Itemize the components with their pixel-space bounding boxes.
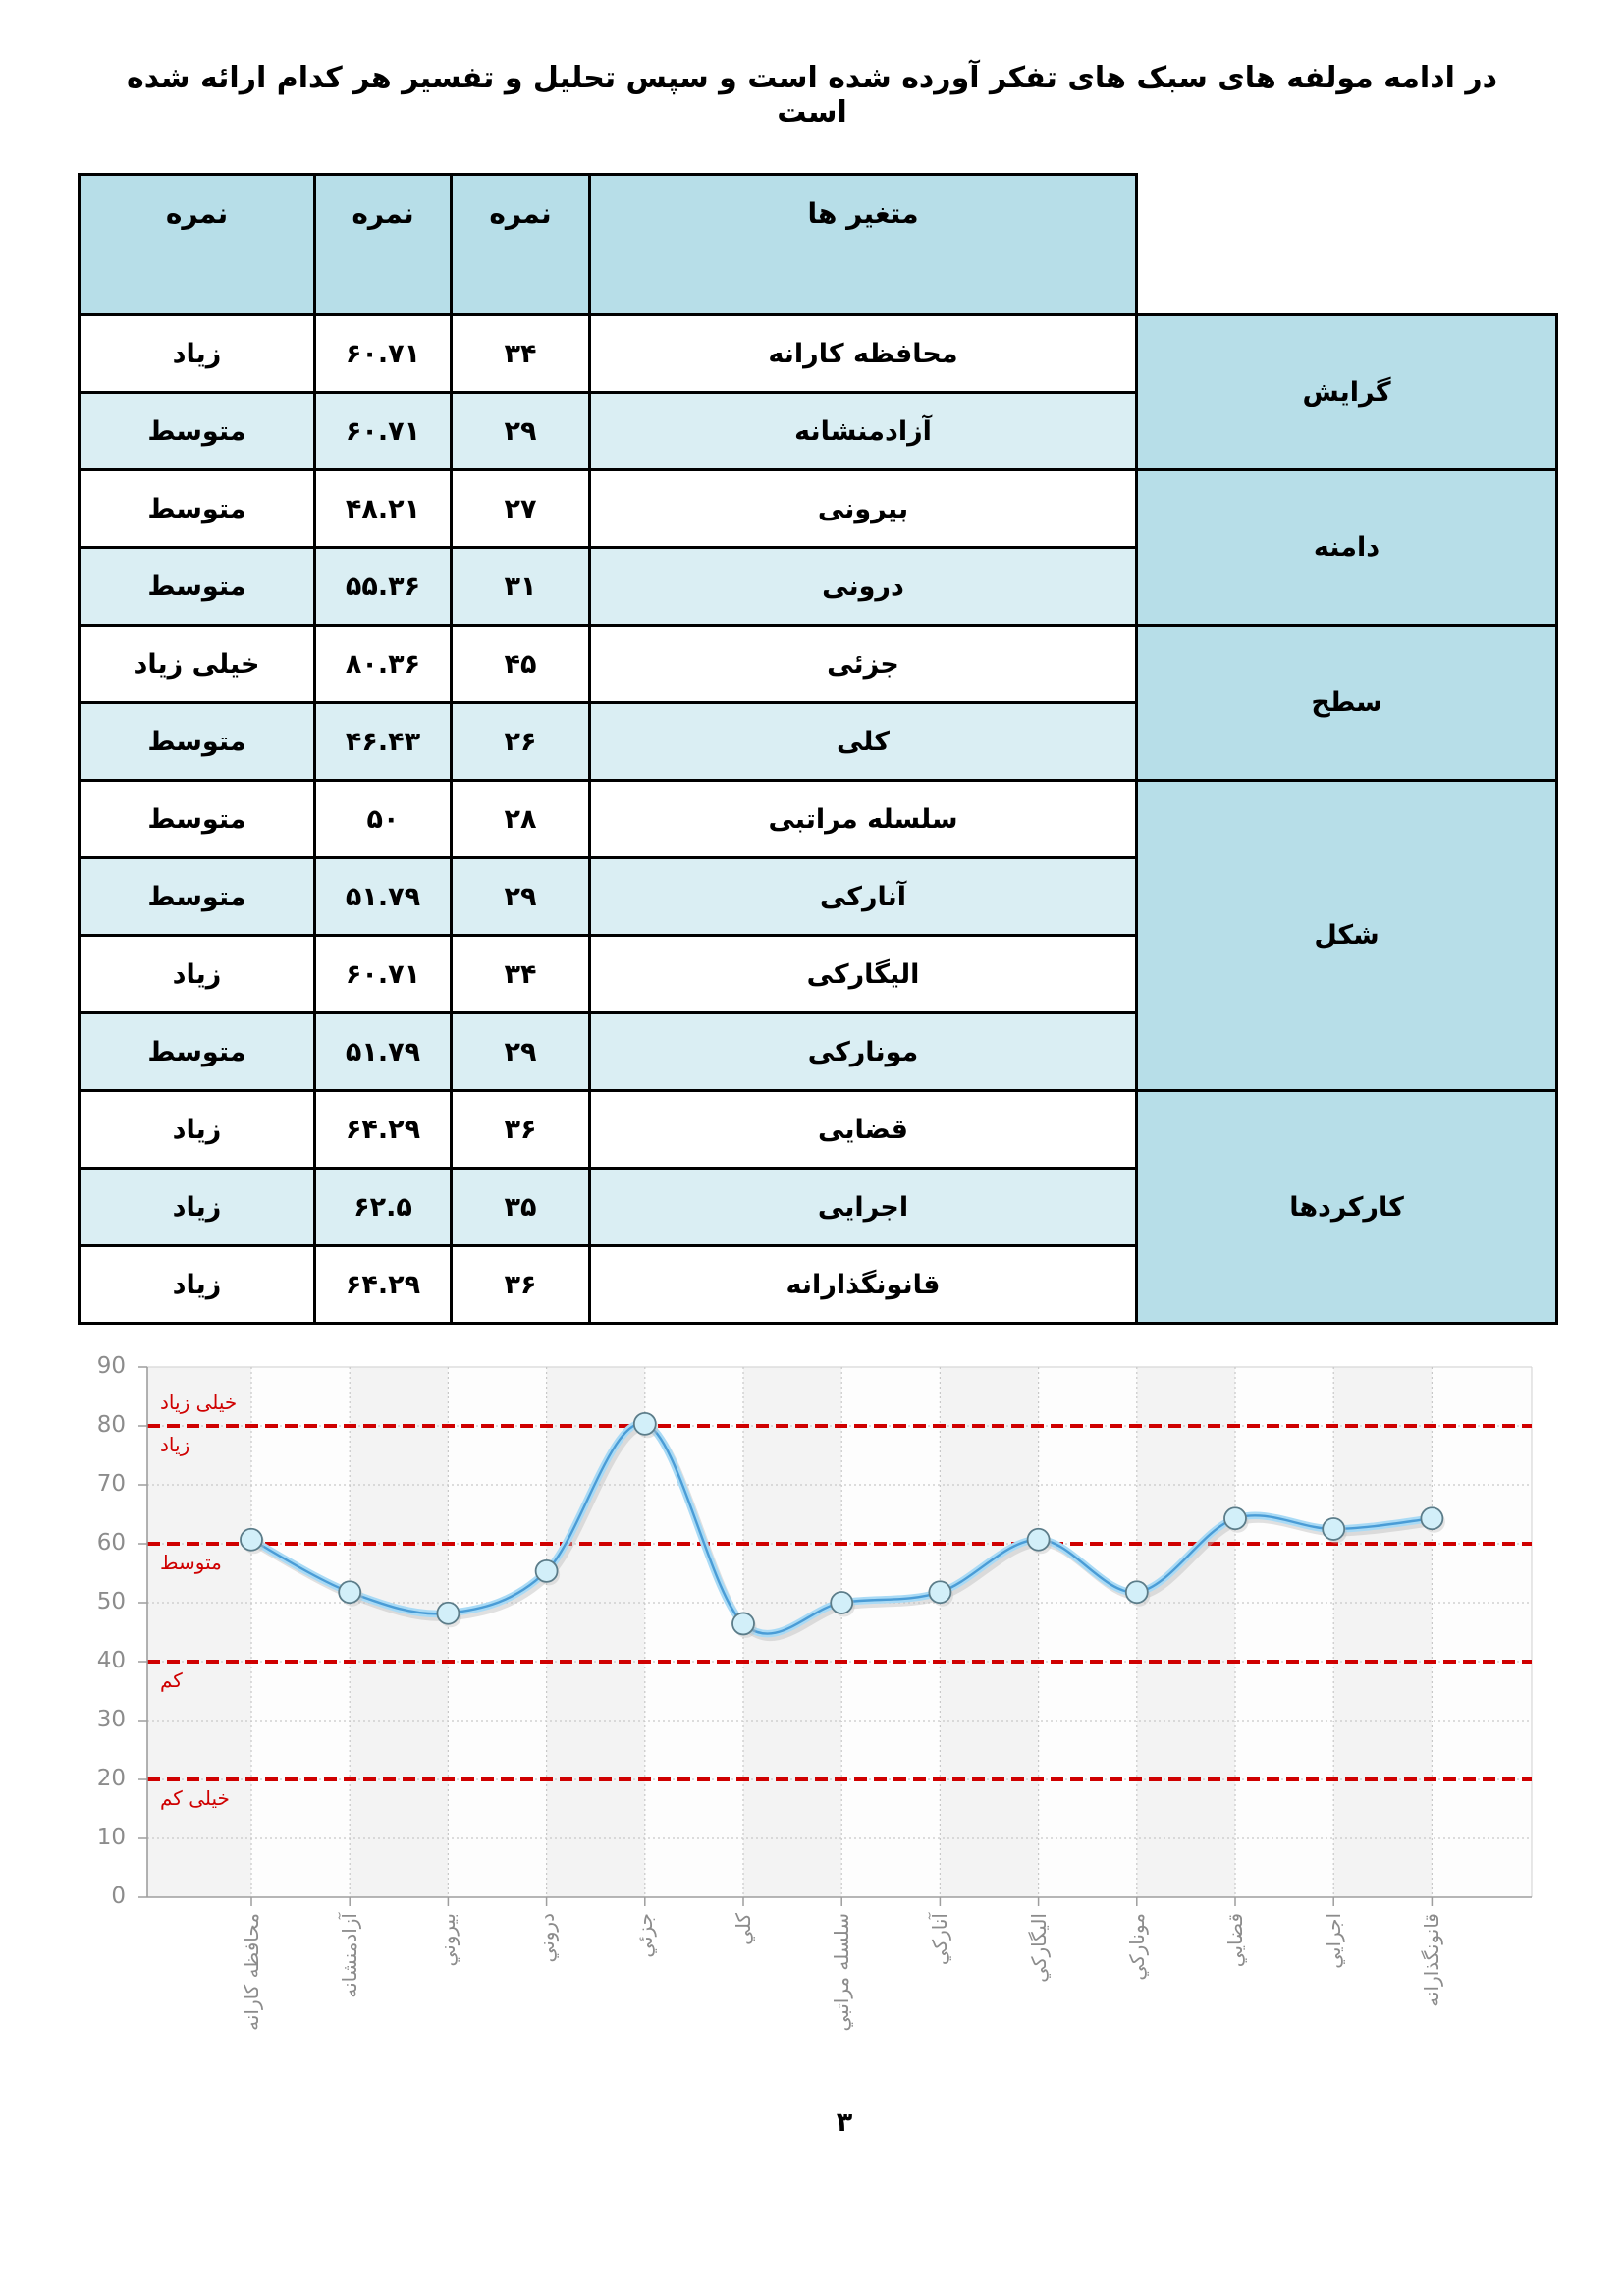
- x-axis-category-label: محافظه كارانه: [240, 1913, 263, 2031]
- score-raw-cell: ۳۴: [452, 315, 590, 393]
- score-raw-cell: ۲۶: [452, 703, 590, 781]
- variable-cell: الیگارکی: [590, 936, 1137, 1013]
- score-raw-cell: ۴۵: [452, 626, 590, 703]
- y-axis-tick-label: 80: [96, 1412, 126, 1438]
- score-percent-cell: ۵۵.۳۶: [315, 548, 452, 626]
- x-axis-category-label: دروني: [534, 1913, 559, 1963]
- table-row: [80, 781, 1557, 858]
- page-number: ۳: [836, 2107, 853, 2138]
- x-axis-category-label: آزادمنشانه: [338, 1913, 362, 1998]
- table-row: [80, 1091, 1557, 1169]
- y-axis-tick-label: 70: [96, 1471, 126, 1497]
- reference-level-label: خیلی زیاد: [160, 1391, 238, 1414]
- x-axis-category-label: بيروني: [436, 1913, 460, 1967]
- score-level-cell: خیلی زیاد: [80, 626, 315, 703]
- score-raw-cell: ۲۸: [452, 781, 590, 858]
- table-header-row: [80, 175, 1557, 315]
- table-body: [80, 315, 1557, 1324]
- variable-cell: مونارکی: [590, 1013, 1137, 1091]
- header-score-level: نمره: [80, 175, 315, 315]
- score-level-cell: متوسط: [80, 781, 315, 858]
- score-raw-cell: ۲۹: [452, 858, 590, 936]
- category-cell: سطح: [1137, 626, 1557, 781]
- y-axis-tick-label: 30: [96, 1707, 126, 1732]
- score-level-cell: زیاد: [80, 1246, 315, 1324]
- score-percent-cell: ۶۰.۷۱: [315, 315, 452, 393]
- x-axis-category-label: قضايي: [1223, 1913, 1247, 1968]
- score-raw-cell: ۳۶: [452, 1246, 590, 1324]
- score-raw-cell: ۳۱: [452, 548, 590, 626]
- x-axis-category-label: سلسله مراتبي: [830, 1913, 854, 2032]
- score-percent-cell: ۴۶.۴۳: [315, 703, 452, 781]
- variable-cell: جزئی: [590, 626, 1137, 703]
- y-axis-tick-label: 50: [96, 1589, 126, 1614]
- score-percent-cell: ۶۰.۷۱: [315, 936, 452, 1013]
- score-percent-cell: ۸۰.۳۶: [315, 626, 452, 703]
- reference-level-label: کم: [160, 1668, 183, 1692]
- category-cell: گرایش: [1137, 315, 1557, 470]
- variable-cell: درونی: [590, 548, 1137, 626]
- y-axis-tick-label: 10: [96, 1825, 126, 1850]
- table-row: [80, 626, 1557, 703]
- reference-level-label: خیلی کم: [160, 1786, 230, 1810]
- variable-cell: بیرونی: [590, 470, 1137, 548]
- variable-cell: اجرایی: [590, 1169, 1137, 1246]
- header-score-raw: نمره: [452, 175, 590, 315]
- variable-cell: آزادمنشانه: [590, 393, 1137, 470]
- score-level-cell: زیاد: [80, 1169, 315, 1246]
- variable-cell: قانونگذارانه: [590, 1246, 1137, 1324]
- header-score-percent: نمره: [315, 175, 452, 315]
- score-raw-cell: ۲۷: [452, 470, 590, 548]
- reference-level-label: زیاد: [160, 1433, 190, 1456]
- thinking-styles-table: [78, 173, 1558, 1325]
- score-level-cell: زیاد: [80, 315, 315, 393]
- score-percent-cell: ۵۱.۷۹: [315, 858, 452, 936]
- x-axis-category-label: اليگاركي: [1026, 1913, 1051, 1983]
- variable-cell: محافظه کارانه: [590, 315, 1137, 393]
- score-percent-cell: ۶۴.۲۹: [315, 1091, 452, 1169]
- x-axis-category-label: قانونگذارانه: [1420, 1913, 1444, 2007]
- score-level-cell: متوسط: [80, 470, 315, 548]
- score-raw-cell: ۳۶: [452, 1091, 590, 1169]
- variable-cell: آنارکی: [590, 858, 1137, 936]
- reference-level-label: متوسط: [160, 1551, 222, 1574]
- x-axis-category-label: آناركي: [928, 1913, 952, 1966]
- table-row: [80, 315, 1557, 393]
- score-percent-cell: ۴۸.۲۱: [315, 470, 452, 548]
- score-level-cell: متوسط: [80, 858, 315, 936]
- variable-cell: سلسله مراتبی: [590, 781, 1137, 858]
- page-title: در ادامه مولفه های سبک های تفکر آورده شده است و سپس تحلیل و تفسیر هر کدام ارائه شده است: [126, 61, 1497, 130]
- score-percent-cell: ۵۱.۷۹: [315, 1013, 452, 1091]
- score-level-cell: متوسط: [80, 703, 315, 781]
- score-raw-cell: ۳۴: [452, 936, 590, 1013]
- score-percent-cell: ۶۰.۷۱: [315, 393, 452, 470]
- score-raw-cell: ۲۹: [452, 393, 590, 470]
- header-variables: متغیر ها: [590, 175, 1137, 315]
- score-level-cell: متوسط: [80, 1013, 315, 1091]
- y-axis-tick-label: 60: [96, 1530, 126, 1556]
- y-axis-tick-label: 90: [96, 1353, 126, 1379]
- score-raw-cell: ۳۵: [452, 1169, 590, 1246]
- score-percent-cell: ۶۴.۲۹: [315, 1246, 452, 1324]
- score-level-cell: متوسط: [80, 393, 315, 470]
- y-axis-tick-label: 40: [96, 1648, 126, 1673]
- table-row: [80, 470, 1557, 548]
- category-cell: شکل: [1137, 781, 1557, 1091]
- variable-cell: کلی: [590, 703, 1137, 781]
- chart-labels-layer: [0, 1353, 1624, 2224]
- score-percent-cell: ۶۲.۵: [315, 1169, 452, 1246]
- x-axis-category-label: موناركي: [1124, 1913, 1149, 1981]
- score-percent-cell: ۵۰: [315, 781, 452, 858]
- y-axis-tick-label: 20: [96, 1766, 126, 1791]
- category-cell: دامنه: [1137, 470, 1557, 626]
- x-axis-category-label: كلي: [731, 1913, 755, 1945]
- category-cell: کارکردها: [1137, 1091, 1557, 1324]
- score-level-cell: زیاد: [80, 936, 315, 1013]
- variable-cell: قضایی: [590, 1091, 1137, 1169]
- header-corner-cell: [1137, 175, 1557, 315]
- score-level-cell: زیاد: [80, 1091, 315, 1169]
- thinking-styles-chart: [0, 1353, 1624, 2224]
- x-axis-category-label: اجرايي: [1322, 1913, 1346, 1969]
- x-axis-category-label: جزئي: [632, 1913, 657, 1958]
- y-axis-tick-label: 0: [111, 1884, 126, 1909]
- score-level-cell: متوسط: [80, 548, 315, 626]
- score-raw-cell: ۲۹: [452, 1013, 590, 1091]
